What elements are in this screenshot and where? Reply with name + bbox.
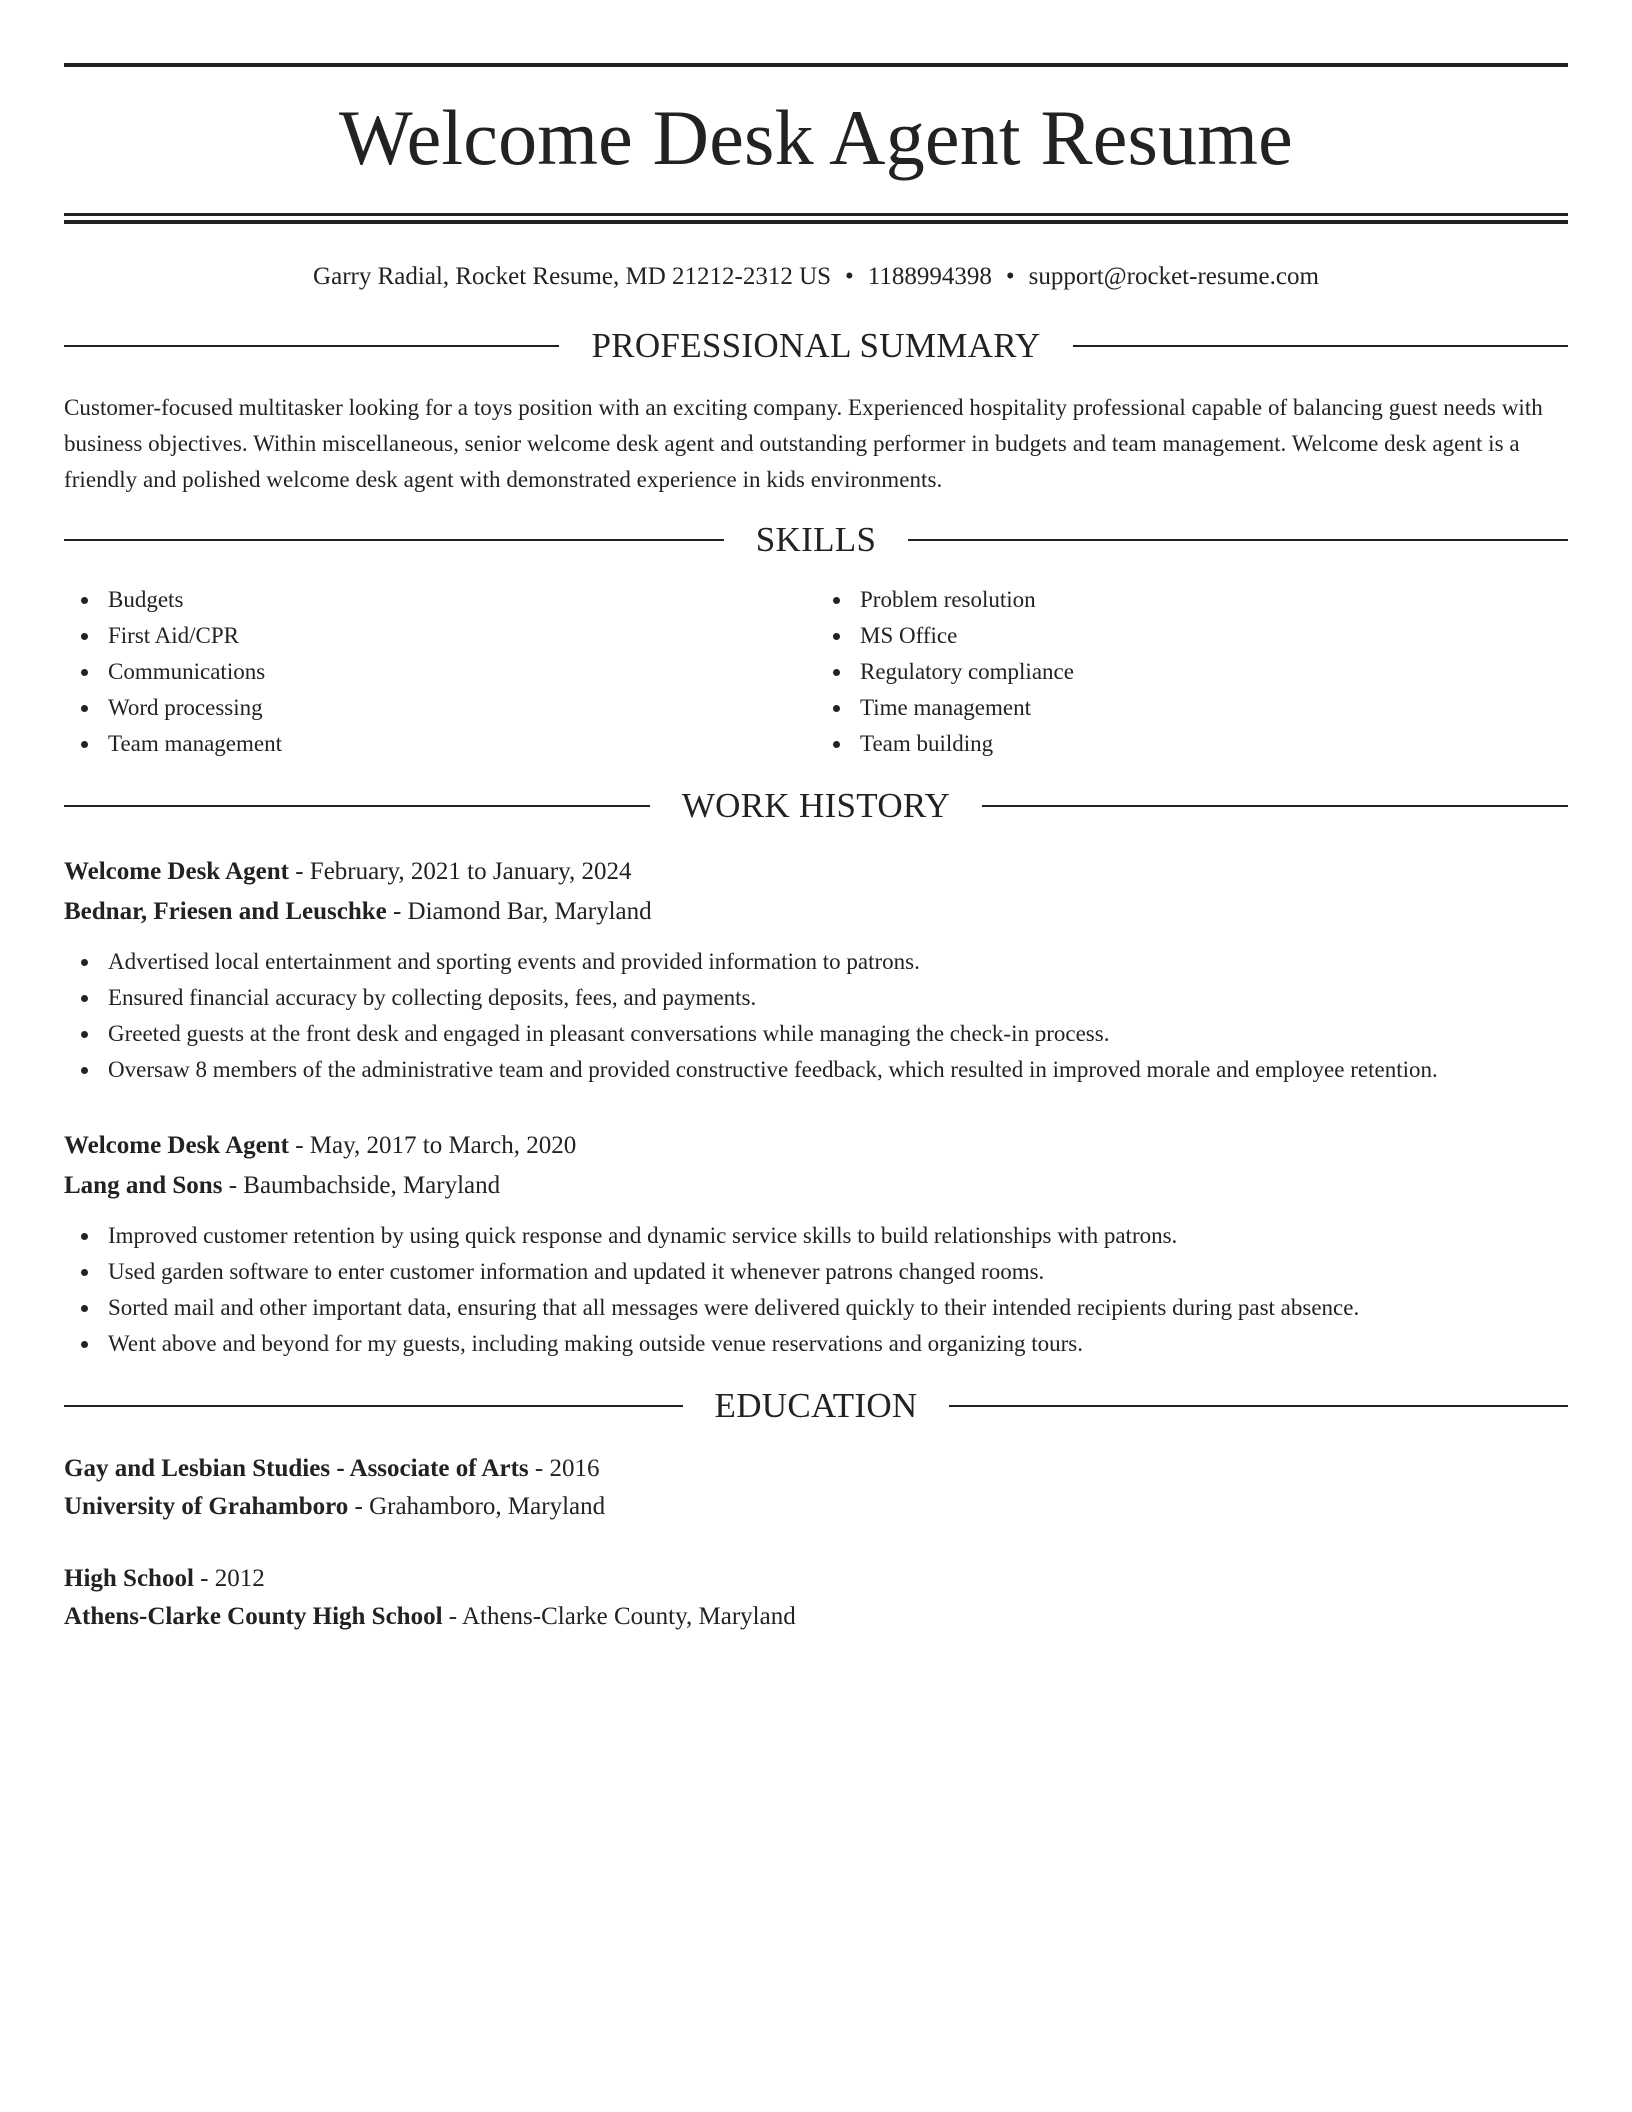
job-bullet: Went above and beyond for my guests, including making outside venue reservations and organizing tours.: [108, 1326, 1568, 1362]
education-year: - 2012: [200, 1565, 265, 1592]
education-entry: [64, 1450, 1568, 1526]
contact-separator: •: [845, 263, 854, 290]
education-location: - Grahamboro, Maryland: [354, 1493, 606, 1520]
job-title-line: [64, 852, 1568, 892]
page-title: Welcome Desk Agent Resume: [339, 94, 1293, 181]
job-bullet: Improved customer retention by using quick response and dynamic service skills to build relationships with patrons.: [108, 1218, 1568, 1254]
skills-heading: [64, 520, 1568, 560]
skill-item: Team management: [108, 726, 816, 762]
education-degree-line: [64, 1560, 1568, 1598]
job-bullets: [64, 944, 1568, 1088]
job-bullet: Advertised local entertainment and sporting events and provided information to patrons.: [108, 944, 1568, 980]
job-location: - Baumbachside, Maryland: [228, 1172, 501, 1199]
heading-rule: [64, 345, 559, 347]
heading-rule: [64, 1405, 683, 1407]
resume-page: [64, 63, 1568, 1636]
job-title-line: [64, 1126, 1568, 1166]
education-school-line: [64, 1488, 1568, 1526]
skill-item: MS Office: [860, 618, 1568, 654]
job-bullet: Greeted guests at the front desk and engaged in pleasant conversations while managing the check-in process.: [108, 1016, 1568, 1052]
heading-rule: [1073, 345, 1568, 347]
contact-address: Garry Radial, Rocket Resume, MD 21212-2312 US: [313, 263, 832, 290]
skill-item: Communications: [108, 654, 816, 690]
heading-rule: [64, 539, 724, 541]
heading-rule: [64, 805, 650, 807]
job-company: Lang and Sons: [64, 1172, 223, 1199]
job-company-line: [64, 892, 1568, 932]
education-heading-label: EDUCATION: [714, 1386, 918, 1425]
work-history-heading-label: WORK HISTORY: [681, 786, 951, 825]
contact-line: [64, 262, 1568, 292]
skill-item: First Aid/CPR: [108, 618, 816, 654]
education-entry: [64, 1560, 1568, 1636]
heading-rule: [982, 805, 1568, 807]
job-dates: - May, 2017 to March, 2020: [295, 1132, 577, 1159]
skills-column-left: [64, 582, 816, 762]
heading-rule: [908, 539, 1568, 541]
job-bullet: Ensured financial accuracy by collecting deposits, fees, and payments.: [108, 980, 1568, 1016]
skill-item: Team building: [860, 726, 1568, 762]
education-location: - Athens-Clarke County, Maryland: [448, 1603, 796, 1630]
skill-item: Time management: [860, 690, 1568, 726]
education-school: University of Grahamboro: [64, 1493, 349, 1520]
education-year: - 2016: [534, 1455, 600, 1482]
job-title: Welcome Desk Agent: [64, 1132, 289, 1159]
summary-heading: [64, 326, 1568, 366]
education-degree: Gay and Lesbian Studies - Associate of Arts: [64, 1455, 529, 1482]
education-school-line: [64, 1598, 1568, 1636]
job-title: Welcome Desk Agent: [64, 858, 289, 885]
education-degree: High School: [64, 1565, 194, 1592]
education-heading: [64, 1386, 1568, 1426]
contact-email: support@rocket-resume.com: [1028, 263, 1319, 290]
skills-list: [64, 582, 1568, 762]
job-bullet: Used garden software to enter customer information and updated it whenever patrons changed rooms.: [108, 1254, 1568, 1290]
title-bottom-double-rule: [64, 213, 1568, 224]
summary-heading-label: PROFESSIONAL SUMMARY: [591, 326, 1041, 365]
summary-text: Customer-focused multitasker looking for a toys position with an exciting company. Experienced hospitality professional capable of balancing guest needs with business objectives. Within miscellaneous, senior welcome desk agent and outstanding performer in budgets and team management. Welcome desk agent is a friendly and polished welcome desk agent with demonstrated experience in kids environments.: [64, 395, 1543, 492]
contact-separator: •: [1005, 263, 1015, 290]
skill-item: Regulatory compliance: [860, 654, 1568, 690]
skills-column-right: [816, 582, 1568, 762]
job-entry: [64, 852, 1568, 1088]
skill-item: Word processing: [108, 690, 816, 726]
job-location: - Diamond Bar, Maryland: [392, 898, 652, 925]
job-dates: - February, 2021 to January, 2024: [295, 858, 632, 885]
contact-phone: 1188994398: [867, 263, 992, 290]
work-history-heading: [64, 786, 1568, 826]
title-top-rule: [64, 63, 1568, 67]
job-company: Bednar, Friesen and Leuschke: [64, 898, 387, 925]
job-company-line: [64, 1166, 1568, 1206]
heading-rule: [949, 1405, 1568, 1407]
education-school: Athens-Clarke County High School: [64, 1603, 443, 1630]
job-bullets: [64, 1218, 1568, 1362]
skill-item: Problem resolution: [860, 582, 1568, 618]
skill-item: Budgets: [108, 582, 816, 618]
skills-heading-label: SKILLS: [755, 520, 877, 559]
education-degree-line: [64, 1450, 1568, 1488]
job-entry: [64, 1126, 1568, 1362]
job-bullet: Oversaw 8 members of the administrative team and provided constructive feedback, which resulted in improved morale and employee retention.: [108, 1052, 1568, 1088]
job-bullet: Sorted mail and other important data, ensuring that all messages were delivered quickly to their intended recipients during past absence.: [108, 1290, 1568, 1326]
